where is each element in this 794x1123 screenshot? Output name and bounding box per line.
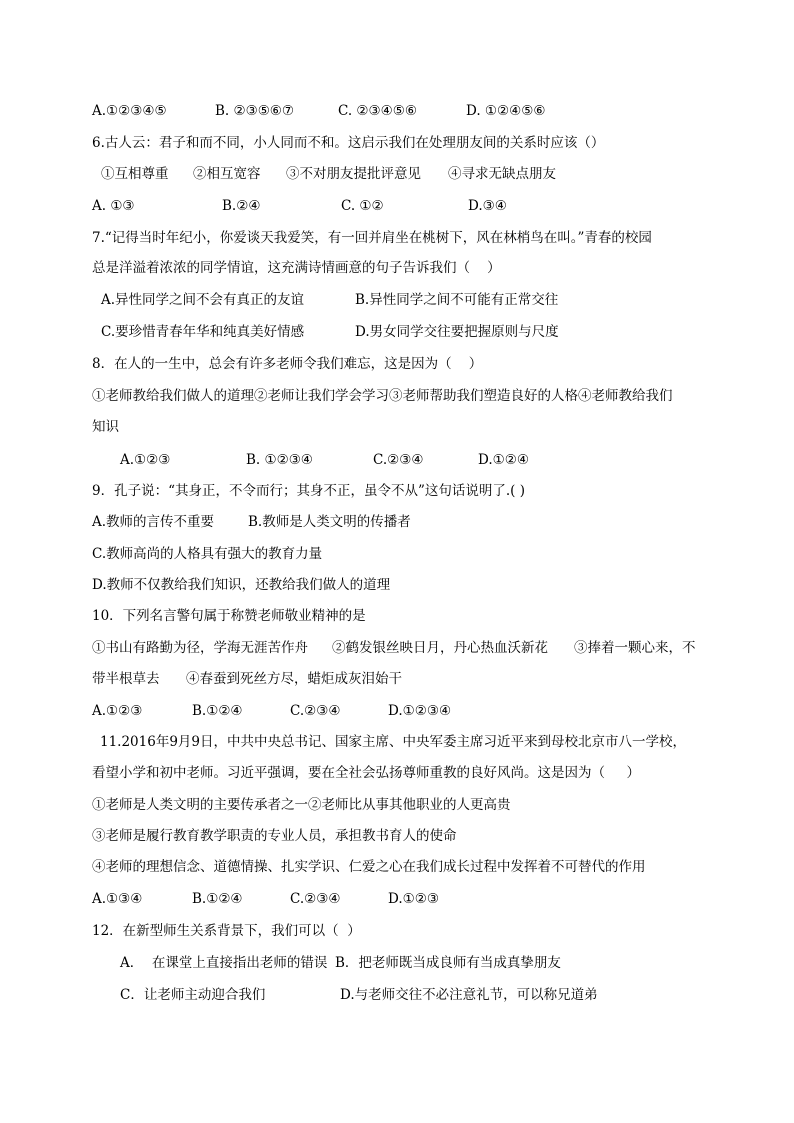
q6-stem: 6.古人云：君子和而不同，小人同而不和。这启示我们在处理朋友间的关系时应该（）	[92, 135, 605, 151]
q8-option-a: A.①②③	[120, 452, 171, 468]
q8-stem-line	[0, 355, 483, 391]
q10-item-2: ②鹤发银丝映日月，丹心热血沃新花	[332, 640, 548, 656]
q7-option-b: B.异性同学之间不可能有正常交往	[355, 292, 559, 308]
q7-option-c: C.要珍惜青春年华和纯真美好情感	[101, 324, 305, 340]
q11-items-1-2: ①老师是人类文明的主要传承者之一②老师比从事其他职业的人更高贵	[92, 797, 511, 813]
q12-option-b: B．把老师既当成良师有当成真挚朋友	[335, 955, 561, 971]
q9-option-d: D.教师不仅教给我们知识，还教给我们做人的道理	[92, 577, 391, 593]
q10-option-d: D.①②③④	[388, 703, 452, 719]
q10-stem: 10．下列名言警句属于称赞老师敬业精神的是	[92, 608, 366, 624]
q11-stem-2: 看望小学和初中老师。习近平强调，要在全社会弘扬尊师重教的良好风尚。这是因为（ ）	[92, 765, 640, 781]
q6-item-2: ②相互宽容	[193, 166, 261, 182]
q7-stem-line-2	[0, 259, 501, 295]
q5-option-a: A.①②③④⑤	[92, 103, 167, 119]
q12-options-row-2	[0, 986, 598, 1040]
q9-option-a: A.教师的言传不重要	[92, 514, 215, 530]
q10-item-3: ③捧着一颗心来，不	[574, 640, 696, 656]
q12-stem-line	[0, 922, 361, 958]
q7-stem-2: 总是洋溢着浓浓的同学情谊，这充满诗情画意的句子告诉我们（ ）	[92, 260, 501, 276]
q12-option-d: D.与老师交往不必注意礼节，可以称兄道弟	[340, 987, 598, 1003]
q12-option-c: C．让老师主动迎合我们	[120, 987, 266, 1003]
q10-option-a: A.①②③	[92, 703, 143, 719]
q11-item-4: ④老师的理想信念、道德情操、扎实学识、仁爱之心在我们成长过程中发挥着不可替代的作用	[92, 859, 646, 875]
q10-option-b: B.①②④	[192, 703, 243, 719]
q11-option-a: A.①③④	[92, 891, 143, 907]
q9-option-c: C.教师高尚的人格具有强大的教育力量	[92, 546, 323, 562]
q11-item-3: ③老师是履行教育教学职责的专业人员，承担教书育人的使命	[92, 828, 457, 844]
q6-option-c: C. ①②	[341, 198, 384, 214]
q10-stem-line	[0, 607, 366, 643]
q5-option-d: D. ①②④⑤⑥	[466, 103, 546, 119]
q5-option-c: C. ②③④⑤⑥	[338, 103, 417, 119]
q12-option-a: A． 在课堂上直接指出老师的错误	[120, 955, 328, 971]
q6-item-3: ③不对朋友提批评意见	[286, 166, 421, 182]
q10-item-3-cont: 带半根草去	[92, 671, 160, 687]
q8-items-2: 知识	[92, 419, 119, 435]
q11-items-line-3	[0, 858, 646, 894]
q11-stem-1: 11.2016年9月9日，中共中央总书记、国家主席、中央军委主席习近平来到母校北京市八一学校，	[100, 734, 687, 750]
q6-item-1: ①互相尊重	[101, 166, 169, 182]
q9-option-b: B.教师是人类文明的传播者	[248, 514, 411, 530]
q8-stem: 8．在人的一生中，总会有许多老师令我们难忘，这是因为（ ）	[92, 356, 483, 372]
q10-item-1: ①书山有路勤为径，学海无涯苦作舟	[92, 640, 308, 656]
q5-option-b: B. ②③⑤⑥⑦	[215, 103, 295, 119]
q8-items-line-2	[0, 418, 119, 454]
q6-option-a: A. ①③	[92, 198, 135, 214]
q11-option-b: B.①②④	[192, 891, 243, 907]
q8-option-c: C.②③④	[373, 452, 424, 468]
q12-stem: 12．在新型师生关系背景下，我们可以（ ）	[92, 923, 361, 939]
q11-option-c: C.②③④	[290, 891, 341, 907]
q6-option-b: B.②④	[222, 198, 261, 214]
q8-items-1: ①老师教给我们做人的道理②老师让我们学会学习③老师帮助我们塑造良好的人格④老师教给我们	[92, 388, 673, 404]
q8-option-b: B. ①②③④	[246, 452, 313, 468]
q10-option-c: C.②③④	[290, 703, 341, 719]
q11-option-d: D.①②③	[388, 891, 439, 907]
q6-item-4: ④寻求无缺点朋友	[448, 166, 556, 182]
q8-option-d: D.①②④	[478, 452, 529, 468]
q9-stem: 9．孔子说：“其身正，不令而行；其身不正，虽令不从”这句话说明了.( )	[92, 483, 526, 499]
q7-option-a: A.异性同学之间不会有真正的友谊	[101, 292, 305, 308]
q11-stem-line-2	[0, 764, 640, 800]
q7-stem-1: 7.“记得当时年纪小，你爱谈天我爱笑，有一回并肩坐在桃树下，风在林梢鸟在叫。”青春的校园	[92, 230, 652, 246]
q7-option-d: D.男女同学交往要把握原则与尺度	[355, 324, 559, 340]
q10-item-4: ④春蚕到死丝方尽，蜡炬成灰泪始干	[186, 671, 402, 687]
q6-option-d: D.③④	[468, 198, 507, 214]
